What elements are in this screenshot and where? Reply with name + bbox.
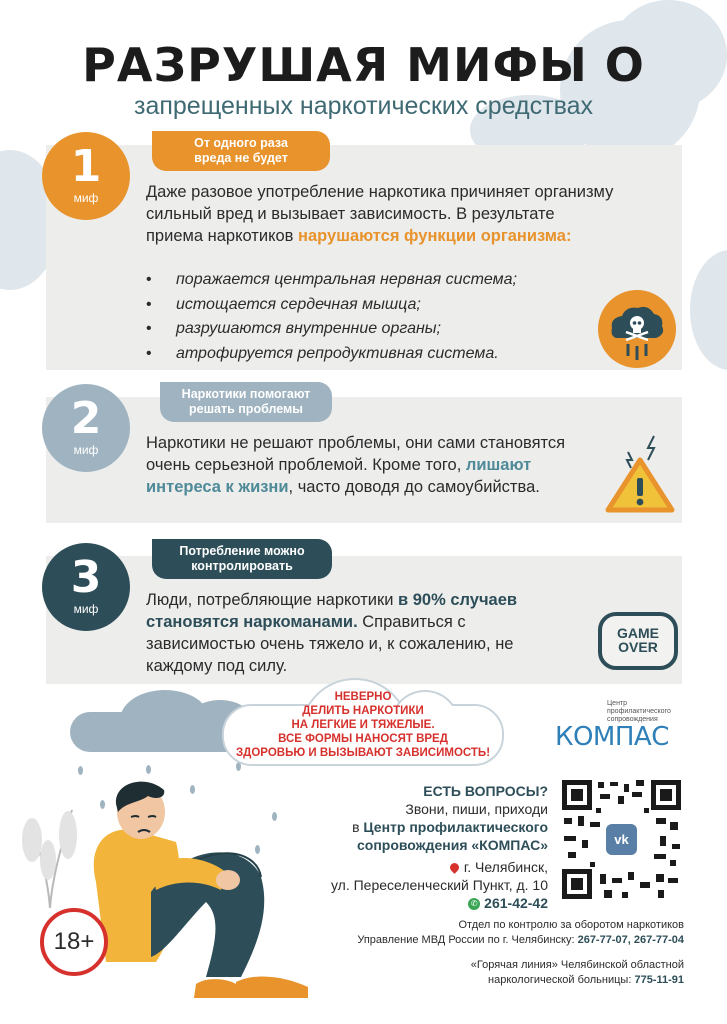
contact-question: ЕСТЬ ВОПРОСЫ? [423, 783, 548, 799]
myth-1-tag-line2: вреда не будет [194, 151, 288, 165]
myth-3-number: 3 [70, 552, 102, 603]
myth-3-tag-line2: контролировать [191, 559, 293, 573]
contact-center-line1: Центр профилактического [363, 819, 548, 835]
footer-hotline-label: наркологической больницы: [488, 974, 632, 986]
contact-call: Звони, пиши, приходи [405, 801, 548, 817]
footer-hotline-phone: 775-11-91 [634, 974, 684, 986]
svg-text:vk: vk [614, 832, 629, 847]
myth-2-text [146, 432, 606, 498]
myth-3-tag [152, 539, 332, 579]
myth-3-text-after: Справиться с зависимостью очень тяжело и, к сожалению, не каждому под силу. [146, 613, 514, 675]
footer-hotline-line1: «Горячая линия» Челябинской областной [470, 959, 684, 971]
age-badge [40, 908, 108, 976]
myth-3-tag-line1: Потребление можно [179, 544, 305, 558]
myth-3-text-highlight: в 90% случаев становятся наркоманами. [146, 591, 518, 631]
myth-2-text-highlight: лишают интереса к жизни [146, 456, 532, 496]
footer-mvd-phones: 267-77-07, 267-77-04 [577, 934, 684, 946]
myth-3-number-badge [42, 543, 130, 631]
cloud-line-2: ДЕЛИТЬ НАРКОТИКИ [302, 705, 424, 717]
myth-1-text [146, 181, 616, 247]
age-badge-text: 18+ [53, 928, 95, 955]
myth-2-number-badge [42, 384, 130, 472]
contact-block [296, 782, 548, 854]
game-over-line1: GAME [617, 625, 659, 641]
myth-1-number-badge [42, 132, 130, 220]
skull-cloud-icon [598, 290, 676, 368]
contact-street: ул. Переселенческий Пункт, д. 10 [330, 877, 548, 893]
game-over-icon [598, 612, 678, 670]
myth-1-number: 1 [70, 141, 102, 192]
location-pin-icon [448, 861, 461, 874]
sad-person-illustration [53, 772, 326, 1012]
footer-mvd [300, 918, 684, 948]
myth-2-word: миф [73, 443, 99, 457]
myth-1-tag [152, 131, 330, 171]
game-over-line2: OVER [618, 639, 658, 655]
list-item: • поражается центральная нервная система; [146, 268, 517, 293]
myth-2-text-before: Наркотики не решают проблемы, они сами становятся очень серьезной проблемой. Кроме того, [146, 434, 566, 474]
contact-city: г. Челябинск, [463, 859, 548, 875]
cloud-line-1: НЕВЕРНО [334, 691, 392, 703]
myth-2-tag [160, 382, 332, 422]
myth-1-bullet-list [146, 268, 517, 366]
list-item: • истощается сердечная мышца; [146, 293, 517, 318]
myth-3-text-before: Люди, потребляющие наркотики [146, 591, 394, 609]
myth-1-tag-line1: От одного раза [194, 136, 288, 150]
myth-2-number: 2 [70, 393, 102, 444]
footer-mvd-label: Управление МВД России по г. Челябинску: [357, 934, 575, 946]
page-title: РАЗРУШАЯ МИФЫ О [82, 38, 645, 92]
phone-icon: ✆ [468, 898, 480, 910]
myth-1-word: миф [73, 191, 99, 205]
myth-2-tag-line1: Наркотики помогают [181, 387, 311, 401]
compass-logo [555, 700, 690, 760]
list-item: • атрофируется репродуктивная система. [146, 342, 517, 367]
cloud-line-5: ЗДОРОВЬЮ И ВЫЗЫВАЮТ ЗАВИСИМОСТЬ! [235, 747, 491, 759]
list-item: • разрушаются внутренние органы; [146, 317, 517, 342]
logo-caption-3: сопровождения [607, 716, 658, 723]
footer-hotline [300, 958, 684, 988]
logo-name: КОМПАС [555, 722, 669, 752]
myth-2-text-after: , часто доводя до самоубийства. [288, 478, 540, 496]
cloud-line-4: ВСЕ ФОРМЫ НАНОСЯТ ВРЕД [278, 733, 448, 745]
myth-3-word: миф [73, 602, 99, 616]
footer-mvd-line1: Отдел по контролю за оборотом наркотиков [458, 919, 684, 931]
contact-center-prefix: в [352, 819, 360, 835]
myth-1-text-plain: Даже разовое употребление наркотика причиняет организму сильный вред и вызывает зависимость. В результате приема наркотиков [146, 183, 614, 245]
myth-2-tag-line2: решать проблемы [189, 402, 303, 416]
cloud-line-3: НА ЛЕГКИЕ И ТЯЖЕЛЫЕ. [291, 719, 435, 731]
myth-3-text [146, 589, 576, 677]
myth-1-text-highlight: нарушаются функции организма: [298, 227, 572, 245]
contact-center-line2: сопровождения «КОМПАС» [356, 837, 548, 853]
contact-phone[interactable]: 261-42-42 [484, 895, 548, 911]
qr-code[interactable] [560, 778, 683, 901]
logo-caption-1: Центр [607, 700, 628, 707]
page-subtitle: запрещенных наркотических средствах [133, 92, 593, 120]
address-block [296, 858, 548, 912]
warning-icon [604, 434, 676, 514]
logo-caption-2: профилактического [607, 708, 671, 715]
